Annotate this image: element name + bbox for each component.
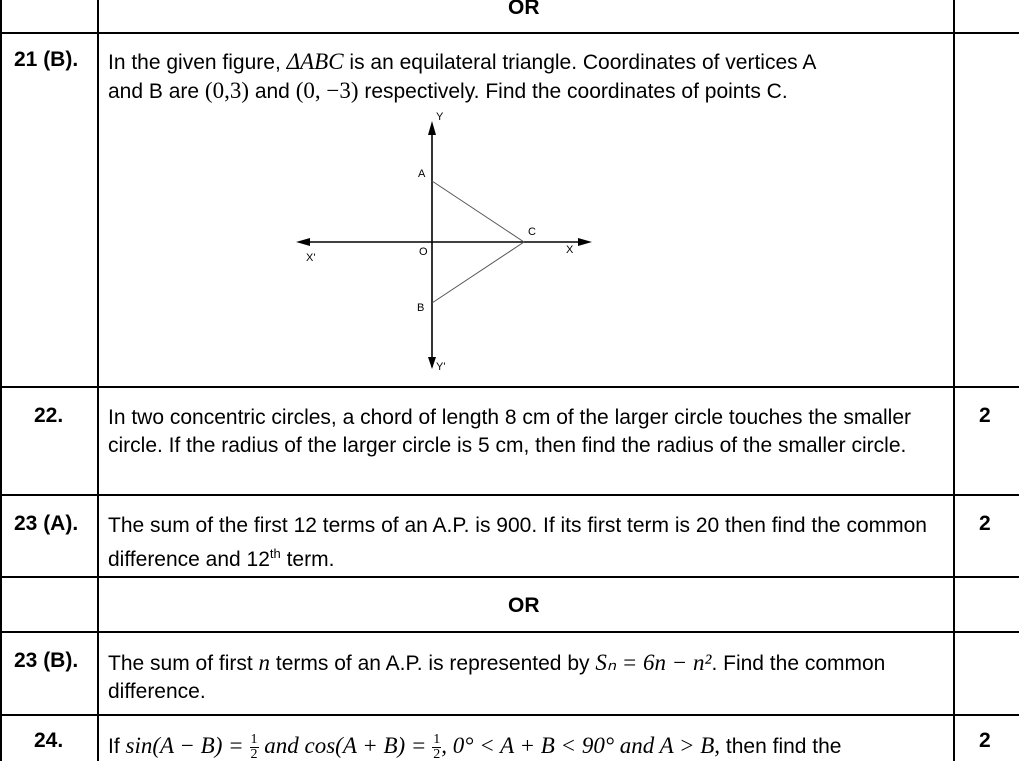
triangle-symbol: ΔABC xyxy=(286,49,344,74)
side-bc xyxy=(432,242,524,303)
label-x-prime: X' xyxy=(306,252,316,264)
table-border-col2 xyxy=(953,0,955,761)
question-number: 21 (B). xyxy=(14,48,79,71)
triangle-figure xyxy=(280,105,610,380)
question-text: The sum of first n terms of an A.P. is represented by Sₙ = 6n − n². Find the common difference. xyxy=(108,650,886,703)
question-text: The sum of the first 12 terms of an A.P. is 900. If its first term is 20 then find the common difference and 12th term. xyxy=(108,514,927,571)
or-separator: OR xyxy=(508,594,540,617)
x-axis-arrow-icon xyxy=(578,238,592,246)
label-b: B xyxy=(417,302,425,314)
question-text: In two concentric circles, a chord of length 8 cm of the larger circle touches the smaller circle. If the radius of the larger circle is 5 cm, then find the radius of the smaller circle. xyxy=(108,406,912,457)
row-divider xyxy=(0,714,1019,716)
row-divider xyxy=(0,494,1019,496)
y-axis-arrow-down-icon xyxy=(428,357,436,369)
formula: Sₙ = 6n − n² xyxy=(595,650,712,675)
label-x: X xyxy=(566,244,574,256)
fraction: $\frac{1}{2}$ xyxy=(250,731,258,762)
marks: 2 xyxy=(979,512,991,535)
question-number: 24. xyxy=(34,729,64,752)
y-axis-arrow-icon xyxy=(428,121,436,135)
marks: 2 xyxy=(979,729,991,752)
question-text: If sin(A − B) = $\frac{1}{2}$ and cos(A + B) = $\frac{1}{2}$ , 0° < A + B < 90° and A > B, then find the xyxy=(108,731,842,762)
row-divider xyxy=(0,631,1019,633)
label-origin: O xyxy=(419,246,428,258)
question-number: 22. xyxy=(34,404,64,427)
row-divider xyxy=(0,386,1019,388)
table-border-left xyxy=(0,0,2,761)
superscript: th xyxy=(269,546,281,561)
label-y-prime: Y' xyxy=(436,361,446,373)
row-divider xyxy=(0,32,1019,34)
label-y: Y xyxy=(436,111,444,123)
question-number: 23 (B). xyxy=(14,649,79,672)
label-a: A xyxy=(418,168,426,180)
table-border-col1 xyxy=(97,0,99,761)
side-ac xyxy=(432,181,524,242)
label-c: C xyxy=(528,226,536,238)
or-separator-top: OR xyxy=(508,0,540,19)
x-axis-arrow-left-icon xyxy=(296,238,310,246)
question-text: In the given figure, ΔABC is an equilateral triangle. Coordinates of vertices A and B are (0,3) and (0, −3) respectively. Find the coordinates of points C. xyxy=(108,49,817,103)
question-number: 23 (A). xyxy=(14,512,79,535)
row-divider xyxy=(0,576,1019,578)
fraction: $\frac{1}{2}$ xyxy=(433,731,441,762)
marks: 2 xyxy=(979,404,991,427)
